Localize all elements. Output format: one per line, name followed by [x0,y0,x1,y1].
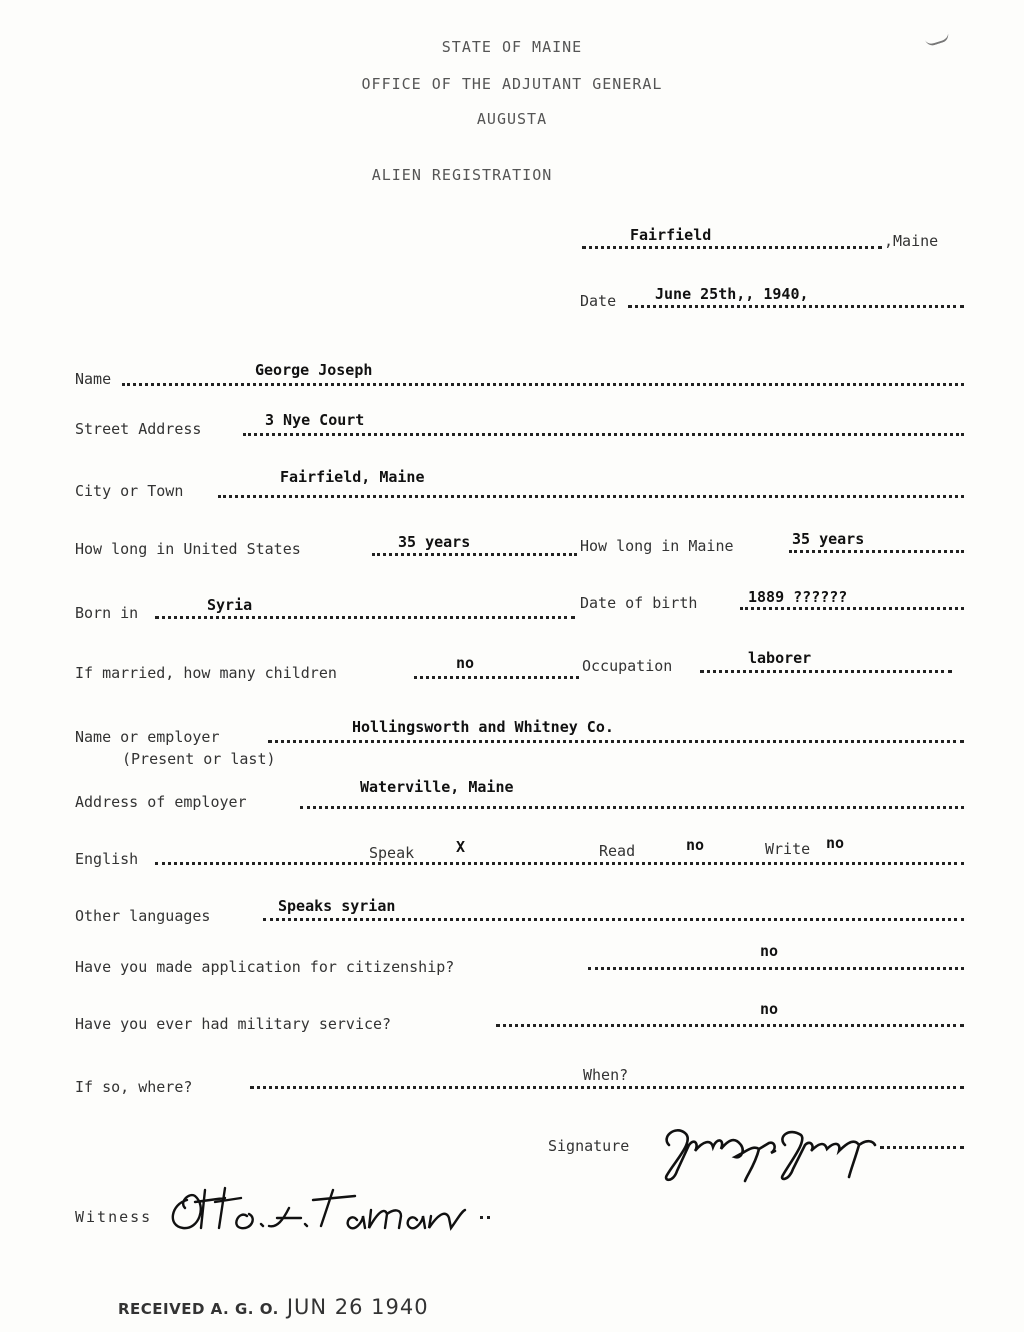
maine-years-value: 35 years [792,530,865,548]
street-value: 3 Nye Court [265,411,365,429]
children-value: no [456,654,475,672]
read-label: Read [596,842,638,860]
children-label: If married, how many children [75,664,337,682]
us-years-label: How long in United States [75,540,301,558]
us-years-value: 35 years [398,533,471,551]
form-title: ALIEN REGISTRATION [371,166,553,184]
when-label: When? [580,1066,631,1084]
employer-sublabel: (Present or last) [122,750,276,768]
employer-value: Hollingsworth and Whitney Co. [352,718,614,736]
city-value: Fairfield, Maine [280,468,425,486]
dob-value: 1889 ?????? [748,588,848,606]
received-stamp-date: JUN 26 1940 [286,1295,429,1319]
name-line [122,379,964,386]
occupation-value: laborer [748,649,812,667]
city-label: City or Town [75,482,184,500]
born-value: Syria [207,596,253,614]
born-label: Born in [75,604,139,622]
dob-label: Date of birth [580,594,698,612]
name-value: George Joseph [255,361,373,379]
maine-years-label: How long in Maine [580,537,734,555]
received-stamp [118,1295,429,1319]
date-label: Date [580,292,617,310]
witness-label: Witness [75,1208,153,1226]
citizenship-line [588,963,964,970]
citizenship-label: Have you made application for citizenship? [75,958,455,976]
witness-line-end [480,1212,490,1219]
other-languages-line [263,914,964,921]
signature-handwriting [655,1115,885,1185]
name-label: Name [75,370,112,388]
citizenship-value: no [760,942,779,960]
military-value: no [760,1000,779,1018]
place-suffix: ,Maine [884,232,939,250]
speak-value: X [456,838,466,856]
employer-line [268,736,964,743]
occupation-label: Occupation [582,657,673,675]
english-line [155,858,964,865]
write-value: no [826,834,845,852]
other-languages-label: Other languages [75,907,211,925]
employer-address-value: Waterville, Maine [360,778,514,796]
header-state: STATE OF MAINE [441,38,583,56]
where-label: If so, where? [75,1078,193,1096]
received-stamp-label: RECEIVED A. G. O. [118,1300,279,1318]
city-line [218,491,964,498]
military-line [496,1020,964,1027]
other-languages-value: Speaks syrian [278,897,396,915]
write-label: Write [762,840,813,858]
occupation-line [700,666,952,673]
employer-label: Name or employer [75,728,220,746]
street-label: Street Address [75,420,202,438]
street-line [243,429,964,436]
read-value: no [686,836,705,854]
employer-address-line [300,802,964,809]
header-city: AUGUSTA [476,110,548,128]
military-label: Have you ever had military service? [75,1015,392,1033]
witness-signature [165,1180,475,1240]
header-office: OFFICE OF THE ADJUTANT GENERAL [361,75,663,93]
signature-line [880,1142,964,1149]
date-value: June 25th,, 1940, [655,285,809,303]
place-value: Fairfield [630,226,712,244]
children-line [414,672,579,679]
signature-label: Signature [548,1137,630,1155]
place-line [582,242,882,249]
english-label: English [75,850,139,868]
speak-label: Speak [366,844,417,862]
employer-address-label: Address of employer [75,793,247,811]
